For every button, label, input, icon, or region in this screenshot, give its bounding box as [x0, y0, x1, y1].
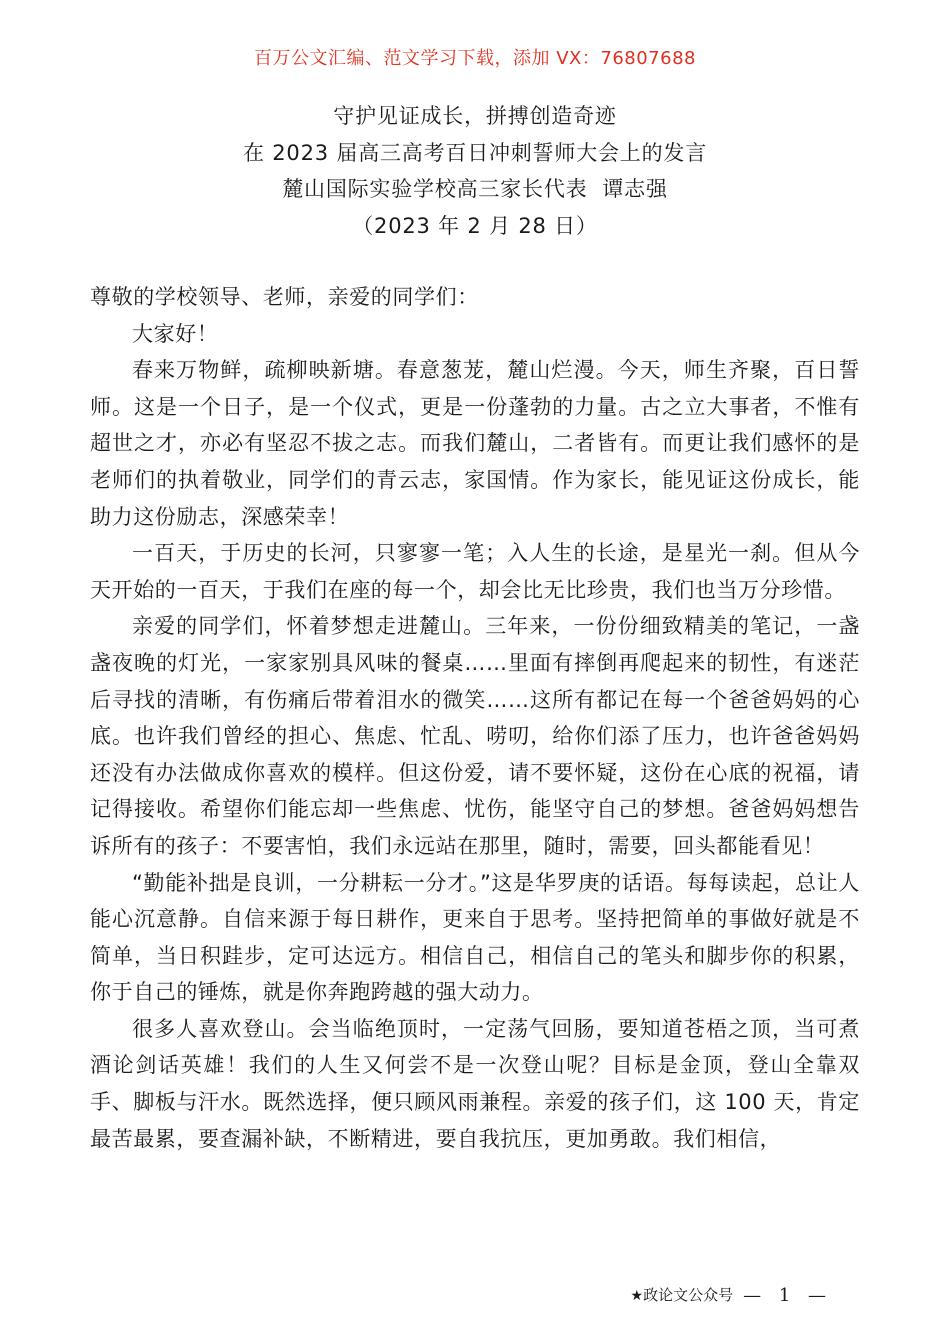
document-header — [0, 98, 950, 244]
star-icon: ★ — [630, 1288, 644, 1304]
footer-source — [631, 1283, 734, 1308]
paragraph: 亲爱的同学们，怀着梦想走进麓山。三年来，一份份细致精美的笔记，一盏盏夜晚的灯光，一家家别具风味的餐桌……里面有摔倒再爬起来的韧性，有迷茫后寻找的清晰，有伤痛后带着泪水的微笑……这所有都记在每一个爸爸妈妈的心底。也许我们曾经的担心、焦虑、忙乱、唠叨，给你们添了压力，也许爸爸妈妈还没有办法做成你喜欢的模样。但这份爱，请不要怀疑，这份在心底的祝福，请记得接收。希望你们能忘却一些焦虑、忧伤，能坚守自己的梦想。爸爸妈妈想告诉所有的孩子：不要害怕，我们永远站在那里，随时，需要，回头都能看见！ — [90, 614, 860, 858]
paragraph: 很多人喜欢登山。会当临绝顶时，一定荡气回肠，要知道苍梧之顶，当可煮酒论剑话英雄！我们的人生又何尝不是一次登山呢？目标是金顶，登山全靠双手、脚板与汗水。既然选择，便只顾风雨兼程。亲爱的孩子们，这 100 天，肯定最苦最累，要查漏补缺，不断精进，要自我抗压，更加勇敢。我们相信， — [90, 1016, 860, 1151]
speaker-line: 麓山国际实验学校高三家长代表 谭志强 — [282, 177, 668, 201]
paragraph: “勤能补拙是良训，一分耕耘一分才。”这是华罗庚的话语。每每读起，总让人能心沉意静。自信来源于每日耕作，更来自于思考。坚持把简单的事做好就是不简单，当日积跬步，定可达远方。相信自己，相信自己的笔头和脚步你的积累，你于自己的锤炼，就是你奔跑跨越的强大动力。 — [90, 870, 860, 1005]
paragraph: 一百天，于历史的长河，只寥寥一笔；入人生的长途，是星光一刹。但从今天开始的一百天，于我们在座的每一个，却会比无比珍贵，我们也当万分珍惜。 — [90, 541, 860, 602]
promo-banner: 百万公文汇编、范文学习下载，添加 VX：76807688 — [254, 48, 696, 69]
footer-source-label: 政论文公众号 — [643, 1286, 734, 1304]
paragraph: 春来万物鲜，疏柳映新塘。春意葱茏，麓山烂漫。今天，师生齐聚，百日誓师。这是一个日子，是一个仪式，更是一份蓬勃的力量。古之立大事者，不惟有超世之才，亦必有坚忍不拔之志。而我们麓山，二者皆有。而更让我们感怀的是老师们的执着敬业，同学们的青云志，家国情。作为家长，能见证这份成长，能助力这份励志，深感荣幸！ — [90, 358, 860, 529]
speech-subtitle: 在 2023 届高三高考百日冲刺誓师大会上的发言 — [243, 140, 707, 165]
speech-date: （2023 年 2 月 28 日） — [352, 213, 598, 238]
page-number: — 1 — — [743, 1284, 832, 1306]
speech-body — [90, 279, 860, 1157]
salutation: 尊敬的学校领导、老师，亲爱的同学们： — [90, 285, 479, 309]
page-footer — [631, 1283, 832, 1308]
paragraph: 大家好！ — [132, 321, 219, 346]
speech-title: 守护见证成长，拼搏创造奇迹 — [333, 104, 617, 128]
